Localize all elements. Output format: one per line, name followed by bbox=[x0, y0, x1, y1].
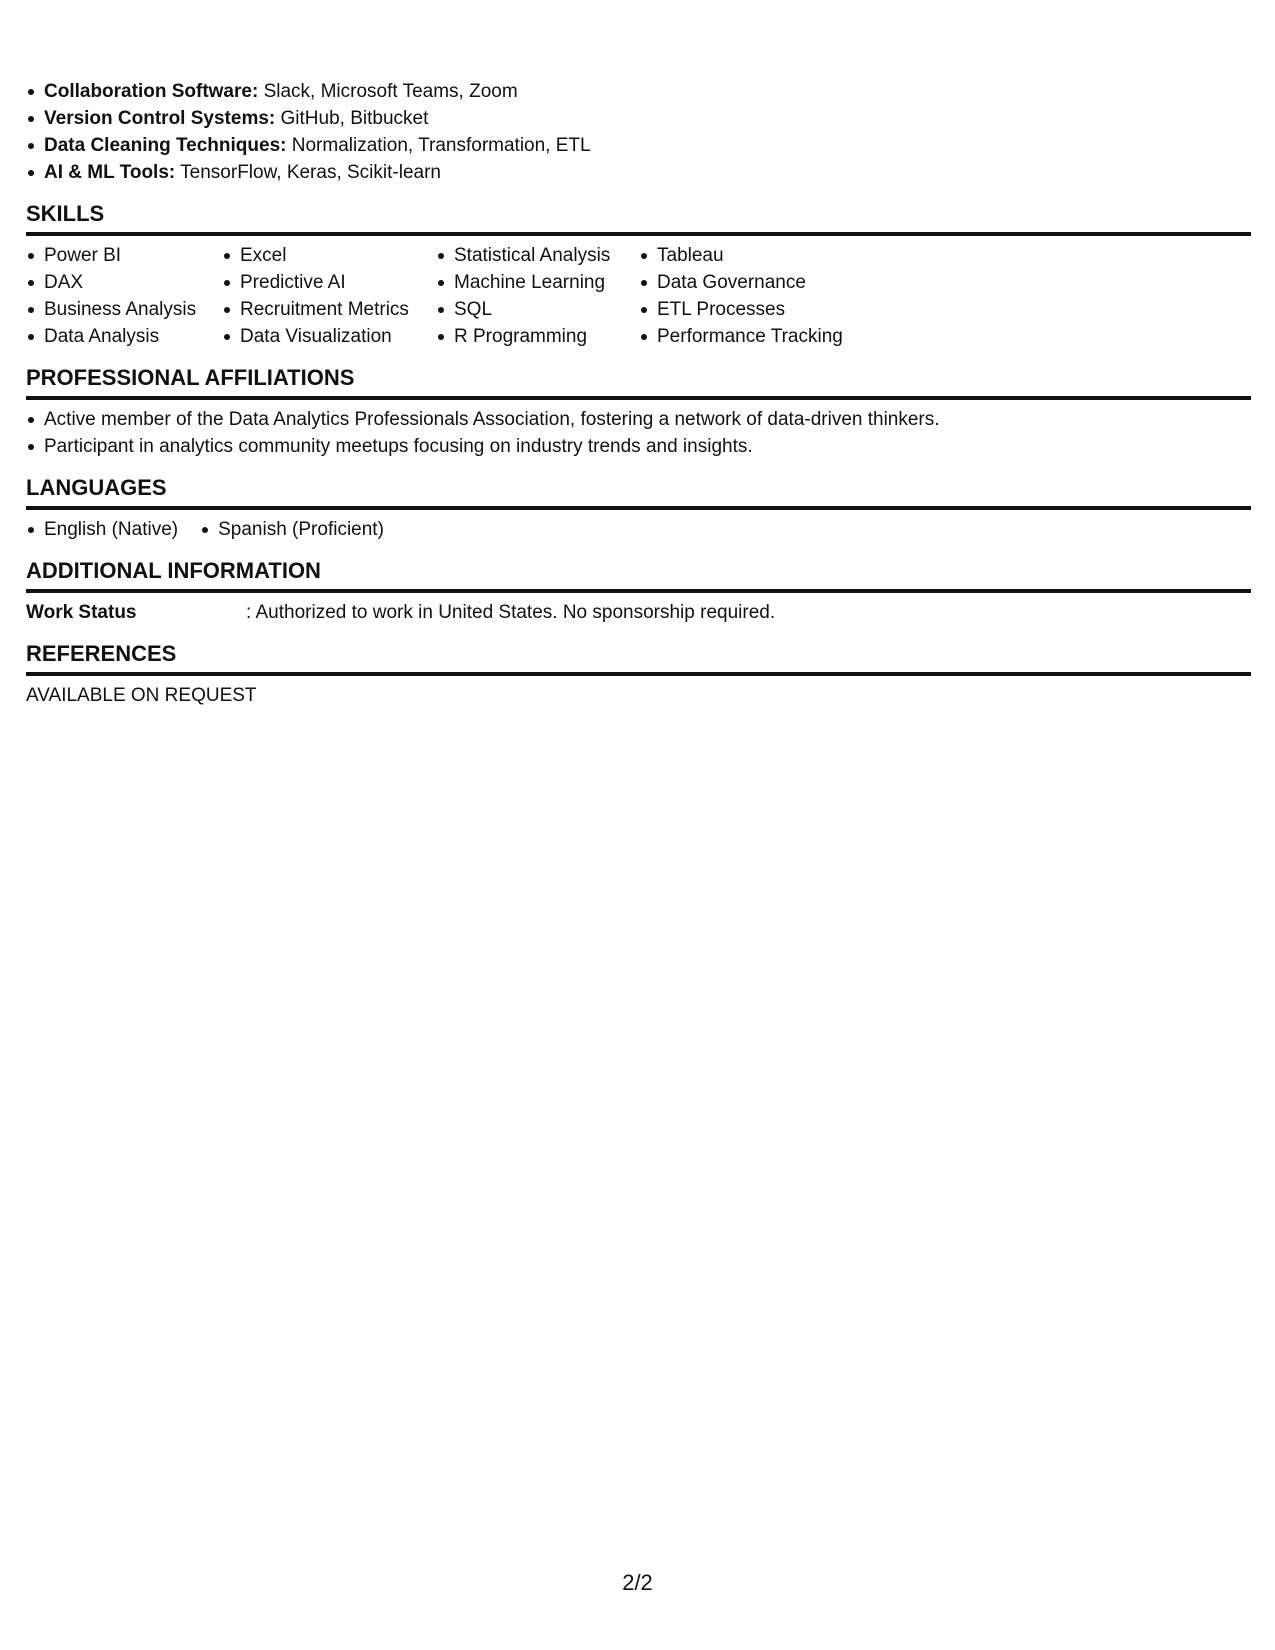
skills-column bbox=[222, 242, 436, 350]
skill-item: Tableau bbox=[639, 242, 879, 269]
resume-content bbox=[26, 78, 1251, 709]
affiliations-section bbox=[26, 364, 1251, 460]
references-heading: REFERENCES bbox=[26, 640, 1251, 676]
skill-item: Predictive AI bbox=[222, 269, 436, 296]
affiliations-list bbox=[26, 406, 1251, 460]
tools-item-value: Slack, Microsoft Teams, Zoom bbox=[258, 81, 518, 102]
skill-item: SQL bbox=[436, 296, 639, 323]
skill-item: Data Visualization bbox=[222, 323, 436, 350]
affiliation-item: Active member of the Data Analytics Professionals Association, fostering a network of data-driven thinkers. bbox=[26, 406, 1251, 433]
skill-item: Performance Tracking bbox=[639, 323, 879, 350]
tools-item bbox=[26, 159, 1251, 186]
languages-heading: LANGUAGES bbox=[26, 474, 1251, 510]
references-section bbox=[26, 640, 1251, 709]
skill-item: Excel bbox=[222, 242, 436, 269]
tools-item-label: AI & ML Tools: bbox=[44, 162, 176, 183]
affiliation-item: Participant in analytics community meetups focusing on industry trends and insights. bbox=[26, 433, 1251, 460]
skills-grid bbox=[26, 242, 1251, 350]
tools-item bbox=[26, 105, 1251, 132]
tools-item bbox=[26, 132, 1251, 159]
languages-section bbox=[26, 474, 1251, 543]
affiliations-heading: PROFESSIONAL AFFILIATIONS bbox=[26, 364, 1251, 400]
references-text: AVAILABLE ON REQUEST bbox=[26, 685, 257, 706]
tools-item-value: TensorFlow, Keras, Scikit-learn bbox=[175, 162, 441, 183]
tools-item-value: GitHub, Bitbucket bbox=[275, 108, 429, 129]
tools-item-label: Collaboration Software: bbox=[44, 81, 259, 102]
skill-item: Power BI bbox=[26, 242, 222, 269]
work-status-row bbox=[26, 599, 1251, 626]
skill-item: Data Governance bbox=[639, 269, 879, 296]
tools-item-value: Normalization, Transformation, ETL bbox=[286, 135, 591, 156]
language-item: Spanish (Proficient) bbox=[200, 516, 384, 543]
skill-item: DAX bbox=[26, 269, 222, 296]
skills-section bbox=[26, 200, 1251, 350]
page-number: 2/2 bbox=[622, 1570, 653, 1595]
additional-info-section bbox=[26, 557, 1251, 626]
skill-item: Recruitment Metrics bbox=[222, 296, 436, 323]
additional-info-heading: ADDITIONAL INFORMATION bbox=[26, 557, 1251, 593]
skill-item: Business Analysis bbox=[26, 296, 222, 323]
skill-item: R Programming bbox=[436, 323, 639, 350]
work-status-label: Work Status bbox=[26, 602, 137, 623]
skill-item: Data Analysis bbox=[26, 323, 222, 350]
tools-item-label: Version Control Systems: bbox=[44, 108, 276, 129]
tools-item bbox=[26, 78, 1251, 105]
skills-heading: SKILLS bbox=[26, 200, 1251, 236]
skills-column bbox=[639, 242, 879, 350]
skill-item: Statistical Analysis bbox=[436, 242, 639, 269]
skills-column bbox=[26, 242, 222, 350]
skills-column bbox=[436, 242, 639, 350]
work-status-value: : Authorized to work in United States. No sponsorship required. bbox=[246, 602, 776, 623]
skill-item: Machine Learning bbox=[436, 269, 639, 296]
tools-item-label: Data Cleaning Techniques: bbox=[44, 135, 287, 156]
tools-list bbox=[26, 78, 1251, 186]
skill-item: ETL Processes bbox=[639, 296, 879, 323]
language-item: English (Native) bbox=[26, 516, 178, 543]
languages-list bbox=[26, 516, 1251, 543]
